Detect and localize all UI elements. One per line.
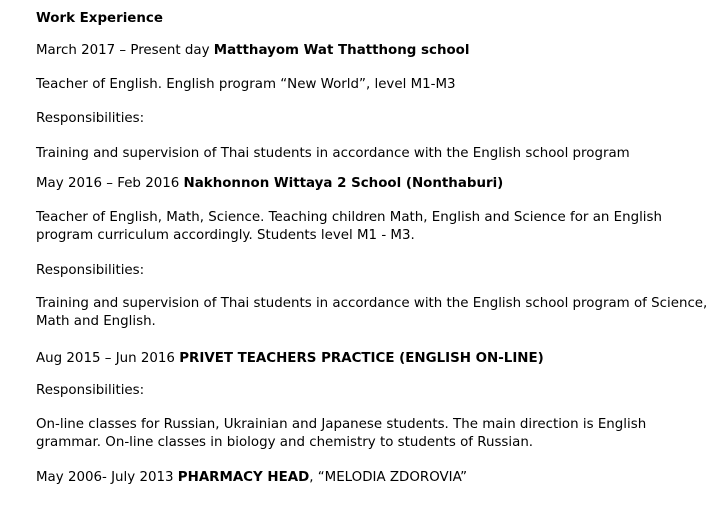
job-dates: March 2017 – Present day [36,43,210,58]
job-dates: May 2006- July 2013 [36,470,174,485]
job-header [36,42,708,60]
job-dates: Aug 2015 – Jun 2016 [36,351,175,366]
job-header [36,350,708,368]
job-responsibilities: Training and supervision of Thai students in accordance with the English school program [36,146,630,161]
job-header [36,175,708,193]
job-employer: Nakhonnon Wittaya 2 School (Nonthaburi) [183,176,504,191]
job-responsibilities: On-line classes for Russian, Ukrainian and Japanese students. The main direction is English grammar. On-line classes in biology and chemistry to students of Russian. [36,417,647,450]
responsibilities-label: Responsibilities: [36,383,145,398]
job-dates: May 2016 – Feb 2016 [36,176,180,191]
responsibilities-label: Responsibilities: [36,263,145,278]
job-employer: PHARMACY HEAD [177,470,310,485]
job-employer: Matthayom Wat Thatthong school [213,43,470,58]
job-header [36,469,708,487]
responsibilities-label: Responsibilities: [36,111,145,126]
job-description: Teacher of English, Math, Science. Teaching children Math, English and Science for an English program curriculum accordingly. Students level M1 - M3. [36,210,662,243]
section-heading: Work Experience [36,11,163,26]
job-description: Teacher of English. English program “New World”, level M1-M3 [36,77,456,92]
job-employer-suffix: , “MELODIA ZDOROVIA” [309,470,468,485]
job-employer: PRIVET TEACHERS PRACTICE (ENGLISH ON-LINE) [179,351,544,366]
job-responsibilities: Training and supervision of Thai students in accordance with the English school program of Science, Math and English. [36,296,708,329]
